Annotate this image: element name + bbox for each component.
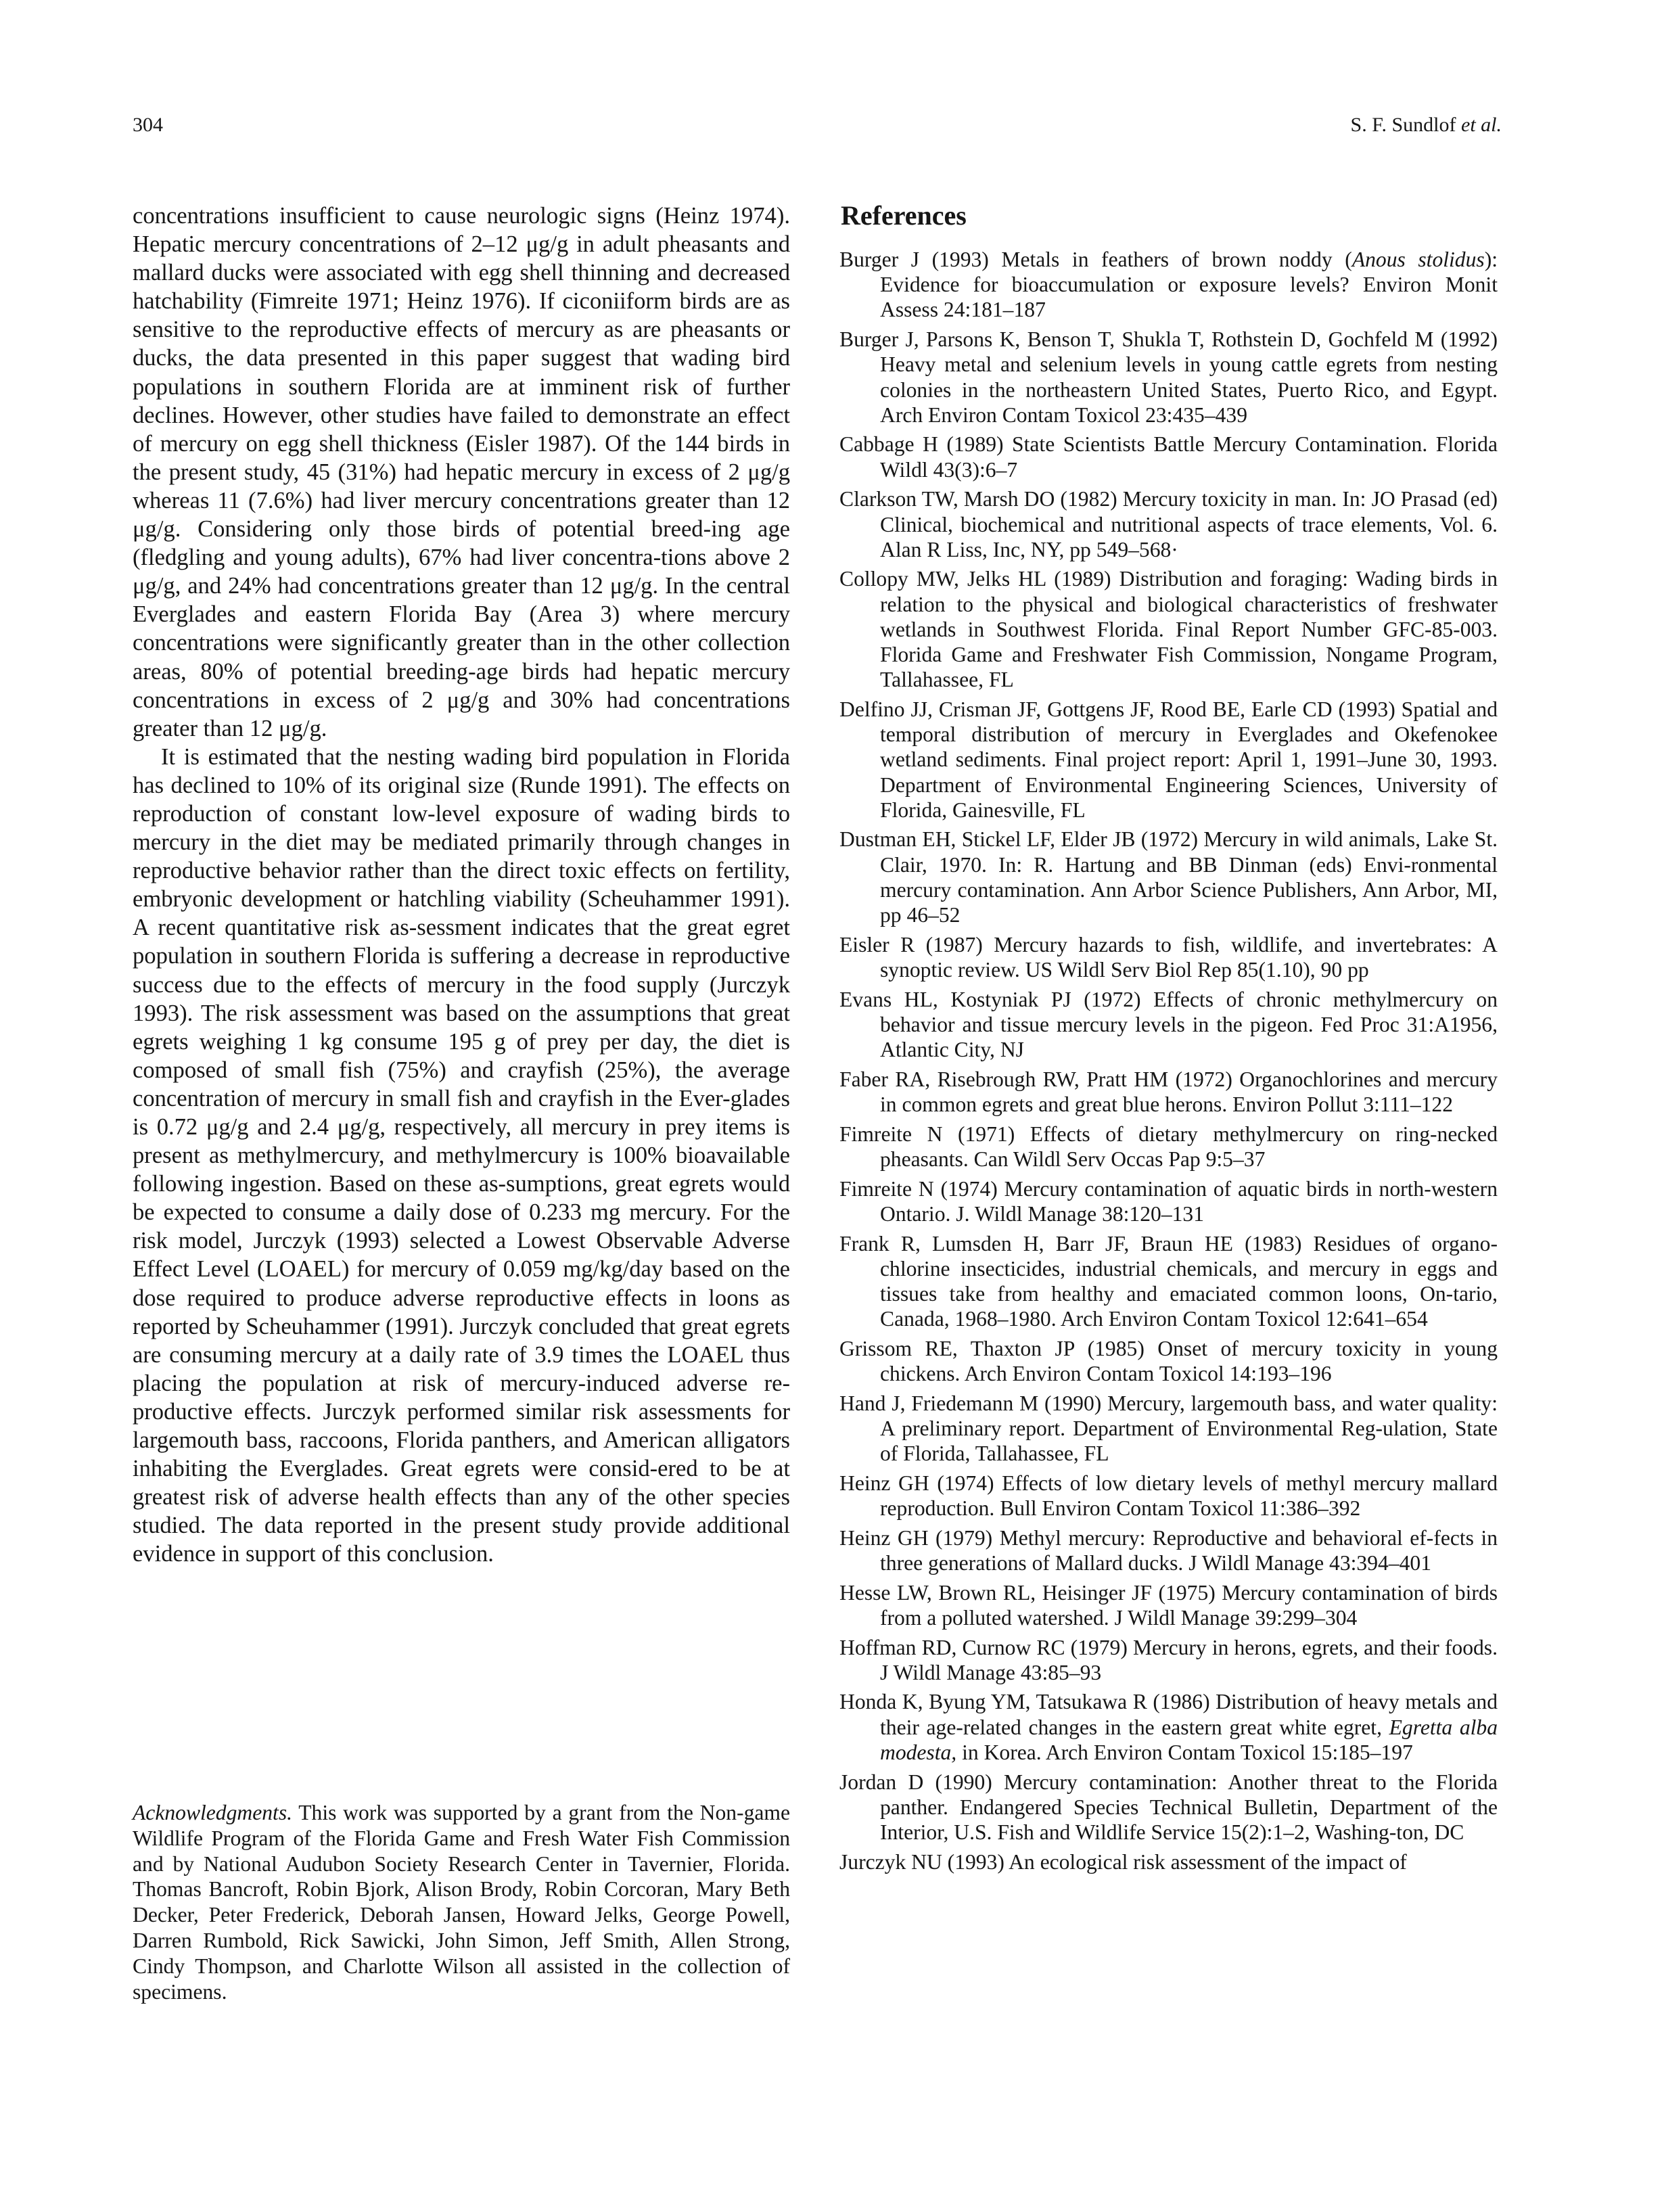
reference-italic-text: Anous stolidus xyxy=(1351,248,1485,271)
body-paragraph-1: concentrations insufficient to cause neurologic signs (Heinz 1974). Hepatic mercury concentrations of 2–12 μg/g in adult pheasants and mallard ducks were associated with egg shell thinning and decreased hatchability (Fimreite 1971; Heinz 1976). If ciconiiform birds are as sensitive to the reproductive effects of mercury as are pheasants or ducks, the data presented in this paper suggest that wading bird populations in southern Florida are at imminent risk of further declines. However, other studies have failed to demonstrate an effect of mercury on egg shell thickness (Eisler 1987). Of the 144 birds in the present study, 45 (31%) had hepatic mercury in excess of 2 μg/g whereas 11 (7.6%) had liver mercury concentrations greater than 12 μg/g. Considering only those birds of potential breed-ing age (fledgling and young adults), 67% had liver concentra-tions above 2 μg/g, and 24% had concentrations greater than 12 μg/g. In the central Everglades and eastern Florida Bay (Area 3) where mercury concentrations were significantly greater than in the other collection areas, 80% of potential breeding-age birds had hepatic mercury concentrations in excess of 2 μg/g and 30% had concentrations greater than 12 μg/g. xyxy=(133,203,790,741)
running-author-suffix: et al. xyxy=(1461,114,1502,136)
reference-text: Honda K, Byung YM, Tatsukawa R (1986) Distribution of heavy metals and their age-related changes in the eastern great white egret, xyxy=(839,1690,1498,1739)
reference-text: Faber RA, Risebrough RW, Pratt HM (1972) Organochlorines and mercury in common egrets and great blue herons. Environ Pollut 3:111–122 xyxy=(839,1067,1498,1116)
references-title: References xyxy=(841,200,967,231)
reference-text: Burger J (1993) Metals in feathers of brown noddy ( xyxy=(839,248,1352,271)
reference-item xyxy=(839,327,1498,428)
reference-item xyxy=(839,697,1498,823)
reference-text: Heinz GH (1979) Methyl mercury: Reproductive and behavioral ef-fects in three generations of Mallard ducks. J Wildl Manage 43:394–401 xyxy=(839,1525,1498,1575)
reference-item xyxy=(839,827,1498,927)
reference-text: Delfino JJ, Crisman JF, Gottgens JF, Rood BE, Earle CD (1993) Spatial and temporal distribution of mercury in Everglades and Okefenokee wetland sediments. Final project report: April 1, 1991–June 30, 1993. Department of Environmental Engineering Sciences, University of Florida, Gainesville, FL xyxy=(839,697,1498,822)
reference-item xyxy=(839,1635,1498,1685)
acknowledgments-text: This work was supported by a grant from the Non-game Wildlife Program of the Florida Game and Fresh Water Fish Commission and by National Audubon Society Research Center in Tavernier, Florida. Thomas Bancroft, Robin Bjork, Alison Brody, Robin Corcoran, Mary Beth Decker, Peter Frederick, Deborah Jansen, Howard Jelks, George Powell, Darren Rumbold, Rick Sawicki, John Simon, Jeff Smith, Allen Strong, Cindy Thompson, and Charlotte Wilson all assisted in the collection of specimens. xyxy=(133,1801,790,2004)
left-column xyxy=(133,202,790,1569)
right-column xyxy=(839,202,1498,1879)
reference-item xyxy=(839,1176,1498,1226)
reference-item xyxy=(839,932,1498,982)
reference-text: Cabbage H (1989) State Scientists Battle Mercury Contamination. Florida Wildl 43(3):6–7 xyxy=(839,432,1498,482)
reference-item xyxy=(839,1689,1498,1765)
reference-item xyxy=(839,247,1498,323)
reference-item xyxy=(839,1580,1498,1630)
reference-text: Hoffman RD, Curnow RC (1979) Mercury in herons, egrets, and their foods. J Wildl Manage 43:85–93 xyxy=(839,1635,1498,1684)
acknowledgments xyxy=(133,1800,790,2004)
reference-text: Hesse LW, Brown RL, Heisinger JF (1975) Mercury contamination of birds from a polluted watershed. J Wildl Manage 39:299–304 xyxy=(839,1580,1498,1630)
reference-italic-text: Egretta alba modesta, xyxy=(880,1715,1498,1764)
reference-item xyxy=(839,1231,1498,1332)
reference-item xyxy=(839,1525,1498,1575)
reference-text: Evans HL, Kostyniak PJ (1972) Effects of chronic methylmercury on behavior and tissue mercury levels in the pigeon. Fed Proc 31:A1956, Atlantic City, NJ xyxy=(839,987,1498,1062)
reference-item xyxy=(839,1336,1498,1386)
reference-item xyxy=(839,432,1498,482)
reference-text: Eisler R (1987) Mercury hazards to fish, wildlife, and invertebrates: A synoptic review. US Wildl Serv Biol Rep 85(1.10), 90 pp xyxy=(839,932,1498,982)
acknowledgments-heading: Acknowledgments. xyxy=(133,1801,293,1824)
body-paragraph-2: It is estimated that the nesting wading bird population in Florida has declined to 10% of its original size (Runde 1991). The effects on reproduction of constant low-level exposure of wading birds to mercury in the diet may be mediated primarily through changes in reproductive behavior rather than the direct toxic effects on fertility, embryonic development or hatchling viability (Scheuhammer 1991). A recent quantitative risk as-sessment indicates that the great egret population in southern Florida is suffering a decrease in reproductive success due to the effects of mercury in the food supply (Jurczyk 1993). The risk assessment was based on the assumptions that great egrets weighing 1 kg consume 195 g of prey per day, the diet is composed of small fish (75%) and crayfish (25%), the average concentration of mercury in small fish and crayfish in the Ever-glades is 0.72 μg/g and 2.4 μg/g, respectively, all mercury in prey items is present as methylmercury, and methylmercury is 100% bioavailable following ingestion. Based on these as-sumptions, great egrets would be expected to consume a daily dose of 0.233 mg mercury. For the risk model, Jurczyk (1993) selected a Lowest Observable Adverse Effect Level (LOAEL) for mercury of 0.059 mg/kg/day based on the dose required to produce adverse reproductive effects in loons as reported by Scheuhammer (1991). Jurczyk concluded that great egrets are consuming mercury at a daily rate of 3.9 times the LOAEL thus placing the population at risk of mercury-induced adverse re-productive effects. Jurczyk performed similar risk assessments for largemouth bass, raccoons, Florida panthers, and American alligators inhabiting the Everglades. Great egrets were consid-ered to be at greatest risk of adverse health effects than any of the other species studied. The data reported in the present study provide additional evidence in support of this conclusion. xyxy=(133,743,790,1567)
reference-text: Fimreite N (1971) Effects of dietary methylmercury on ring-necked pheasants. Can Wildl Serv Occas Pap 9:5–37 xyxy=(839,1122,1498,1171)
reference-item xyxy=(839,987,1498,1063)
reference-item xyxy=(839,566,1498,692)
reference-text: Hand J, Friedemann M (1990) Mercury, largemouth bass, and water quality: A preliminary report. Department of Environmental Reg-ulation, State of Florida, Tallahassee, FL xyxy=(839,1391,1498,1466)
reference-item xyxy=(839,1391,1498,1467)
reference-text: Burger J, Parsons K, Benson T, Shukla T, Rothstein D, Gochfeld M (1992) Heavy metal and selenium levels in young cattle egrets from nesting colonies in the northeastern United States, Puerto Rico, and Egypt. Arch Environ Contam Toxicol 23:435–439 xyxy=(839,327,1498,427)
reference-item xyxy=(839,486,1498,562)
reference-text: Frank R, Lumsden H, Barr JF, Braun HE (1983) Residues of organo-chlorine insecticides, industrial chemicals, and mercury in eggs and tissues take from healthy and emaciated common loons, On-tario, Canada, 1968–1980. Arch Environ Contam Toxicol 12:641–654 xyxy=(839,1231,1498,1331)
reference-item xyxy=(839,1067,1498,1117)
reference-text: Collopy MW, Jelks HL (1989) Distribution and foraging: Wading birds in relation to the physical and biological characteristics of freshwater wetlands in Southwest Florida. Final Report Number GFC-85-003. Florida Game and Freshwater Fish Commission, Nongame Program, Tallahassee, FL xyxy=(839,567,1498,692)
reference-item xyxy=(839,1122,1498,1172)
reference-text: Dustman EH, Stickel LF, Elder JB (1972) Mercury in wild animals, Lake St. Clair, 1970. In: R. Hartung and BB Dinman (eds) Envi-ronmental mercury contamination. Ann Arbor Science Publishers, Ann Arbor, MI, pp 46–52 xyxy=(839,827,1498,927)
reference-text-cont: ): Evidence for bioaccumulation or exposure levels? Environ Monit Assess 24:181–187 xyxy=(880,248,1498,322)
reference-list xyxy=(839,247,1498,1874)
running-header xyxy=(1351,114,1502,137)
running-author: S. F. Sundlof xyxy=(1350,114,1456,136)
reference-item xyxy=(839,1471,1498,1521)
reference-text: Heinz GH (1974) Effects of low dietary levels of methyl mercury mallard reproduction. Bull Environ Contam Toxicol 11:386–392 xyxy=(839,1471,1498,1521)
reference-text: Grissom RE, Thaxton JP (1985) Onset of mercury toxicity in young chickens. Arch Environ Contam Toxicol 14:193–196 xyxy=(839,1336,1498,1386)
reference-item xyxy=(839,1770,1498,1845)
reference-text: Fimreite N (1974) Mercury contamination of aquatic birds in north-western Ontario. J. Wildl Manage 38:120–131 xyxy=(839,1176,1498,1226)
reference-text-cont: in Korea. Arch Environ Contam Toxicol 15:185–197 xyxy=(956,1740,1413,1764)
reference-text: Clarkson TW, Marsh DO (1982) Mercury toxicity in man. In: JO Prasad (ed) Clinical, biochemical and nutritional aspects of trace elements, Vol. 6. Alan R Liss, Inc, NY, pp 549–568· xyxy=(839,487,1498,561)
reference-text: Jurczyk NU (1993) An ecological risk assessment of the impact of xyxy=(839,1849,1407,1874)
reference-text: Jordan D (1990) Mercury contamination: Another threat to the Florida panther. Endangered Species Technical Bulletin, Department of the Interior, U.S. Fish and Wildlife Service 15(2):1–2, Washing-ton, DC xyxy=(839,1770,1498,1844)
page-number: 304 xyxy=(133,114,163,136)
reference-item xyxy=(839,1849,1498,1874)
